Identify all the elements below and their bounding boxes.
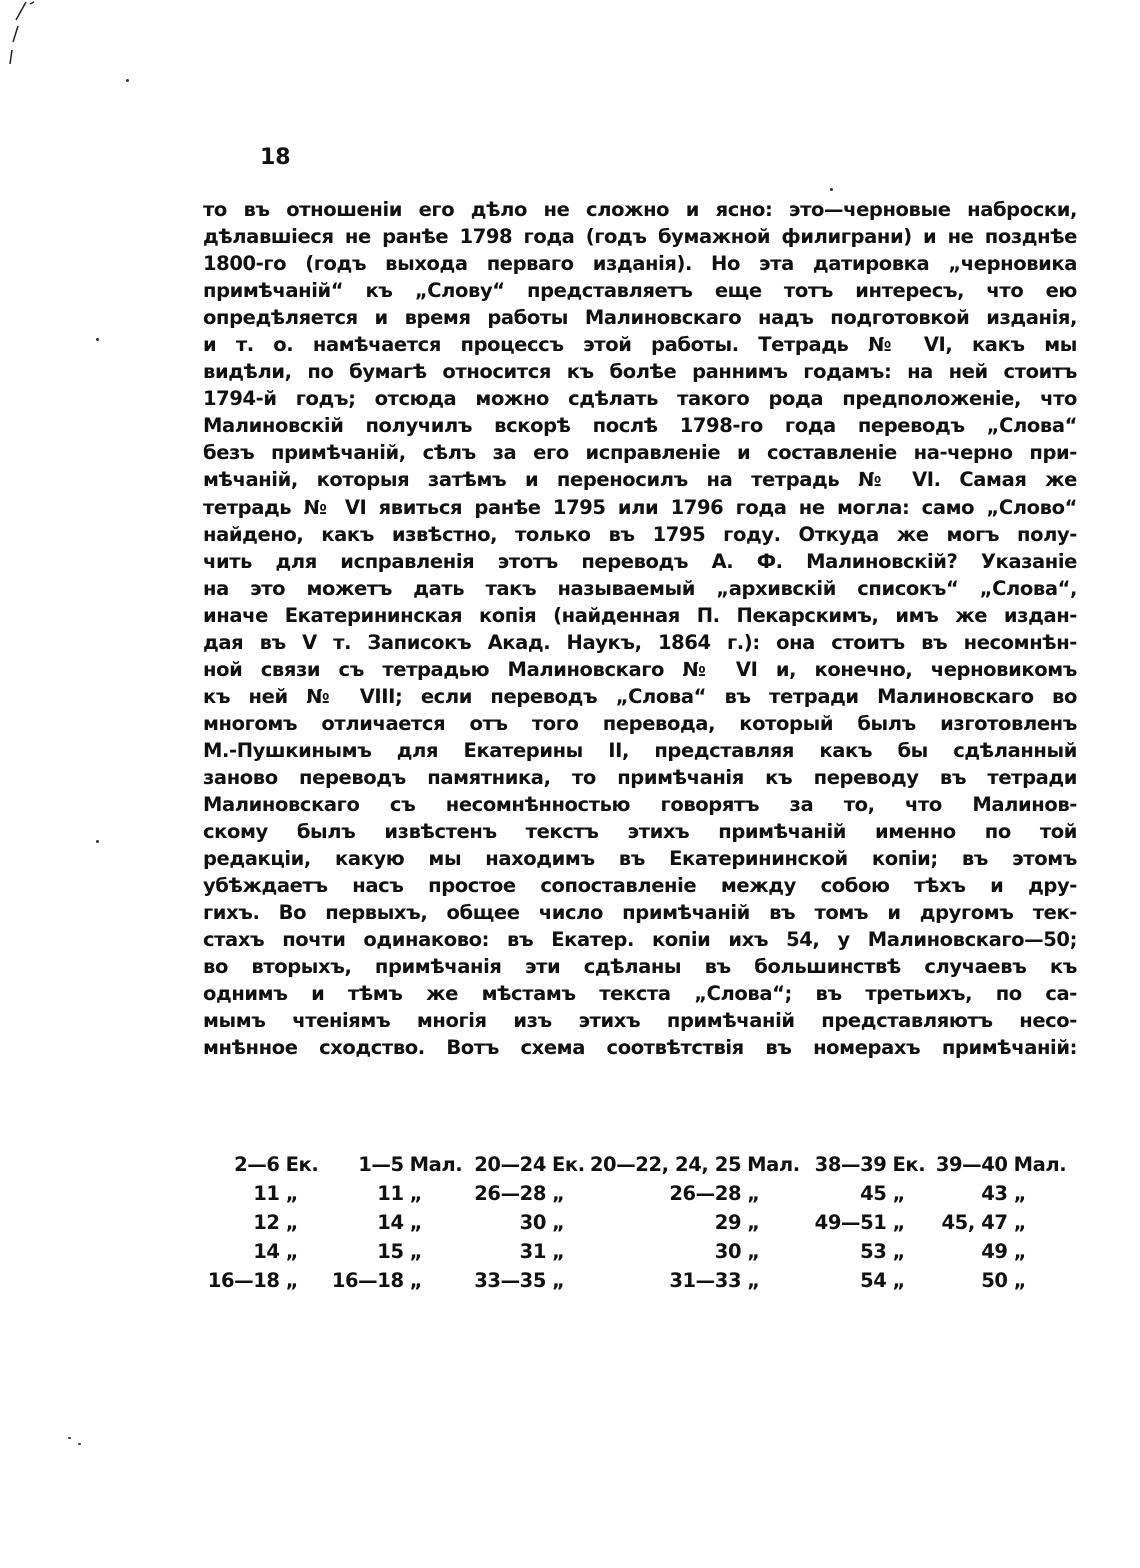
text-line: къ ней № VIII; если переводъ „Слова“ въ тетради Малиновскаго во	[203, 684, 1077, 708]
table-row	[203, 1179, 1077, 1208]
table-row	[203, 1237, 1077, 1266]
text-line: на это можетъ дать такъ называемый „архивскій списокъ“ „Слова“,	[203, 576, 1077, 600]
text-line: безъ примѣчаній, сѣлъ за его исправленіе и составленіе на-черно при-	[203, 441, 1077, 465]
table-cell: 31—33	[669, 1269, 742, 1292]
table-cell: „	[892, 1211, 905, 1234]
table-cell: 31	[519, 1240, 547, 1263]
table-row	[203, 1266, 1077, 1295]
table-cell: 14	[253, 1240, 280, 1263]
table-cell: 11	[253, 1182, 280, 1205]
text-line: иначе Екатерининская копія (найденная П. Пекарскимъ, имъ же издан-	[203, 603, 1077, 627]
text-line: дѣлавшіеся не ранѣе 1798 года (годъ бумажной филиграни) и не позднѣе	[203, 225, 1077, 249]
table-cell: „	[892, 1269, 905, 1292]
text-line: дая въ V т. Записокъ Акад. Наукъ, 1864 г.): она стоитъ въ несомнѣн-	[203, 630, 1077, 654]
table-cell: 45, 47	[941, 1211, 1008, 1234]
text-line: найдено, какъ извѣстно, только въ 1795 году. Откуда же могъ полу-	[203, 522, 1077, 546]
text-line: М.-Пушкинымъ для Екатерины II, представляя какъ бы сдѣланный	[203, 738, 1077, 762]
text-line: однимъ и тѣмъ же мѣстамъ текста „Слова“; въ третьихъ, по са-	[203, 982, 1077, 1006]
table-cell: „	[552, 1240, 565, 1263]
text-line: скому былъ извѣстенъ текстъ этихъ примѣчаній именно по той	[203, 820, 1077, 844]
dust-speck	[96, 338, 99, 341]
text-line: многомъ отличается отъ того перевода, который былъ изготовленъ	[203, 711, 1077, 735]
table-cell: 30	[519, 1211, 547, 1234]
table-cell: „	[285, 1240, 298, 1263]
table-cell: 49—51	[814, 1211, 887, 1234]
table-cell: „	[409, 1211, 423, 1234]
text-line: мнѣнное сходство. Вотъ схема соотвѣтствія въ номерахъ примѣчаній:	[203, 1036, 1077, 1060]
text-line: мымъ чтеніямъ многія изъ этихъ примѣчаній представляютъ несо-	[203, 1009, 1077, 1033]
table-cell: „	[1013, 1269, 1027, 1292]
dust-speck	[126, 79, 129, 82]
table-cell: „	[1013, 1211, 1027, 1234]
table-cell: 29	[714, 1211, 742, 1234]
text-line: заново переводъ памятника, то примѣчанія къ переводу въ тетради	[203, 765, 1077, 789]
text-line: 1800-го (годъ выхода перваго изданія). Но эта датировка „черновика	[203, 252, 1077, 276]
body-text	[203, 196, 1077, 1062]
table-cell: „	[409, 1240, 423, 1263]
table-cell: 26—28	[669, 1182, 742, 1205]
text-line: видѣли, по бумагѣ относится къ болѣе раннимъ годамъ: на ней стоитъ	[203, 360, 1077, 384]
table-cell: 20—24	[474, 1153, 547, 1176]
table-cell: „	[747, 1211, 760, 1234]
table-cell: 43	[981, 1182, 1008, 1205]
table-cell: 14	[377, 1211, 404, 1234]
table-cell: „	[747, 1240, 760, 1263]
table-cell: 26—28	[474, 1182, 547, 1205]
table-cell: 11	[377, 1182, 404, 1205]
dust-speck	[68, 1437, 71, 1439]
table-cell: „	[1013, 1240, 1027, 1263]
text-line: чить для исправленія этотъ переводъ А. Ф. Малиновскій? Указаніе	[203, 549, 1077, 573]
dust-speck	[830, 188, 833, 191]
table-cell: Ек.	[552, 1153, 585, 1176]
text-line: и т. о. намѣчается процессъ этой работы. Тетрадь № VI, какъ мы	[203, 333, 1077, 357]
margin-scratch-mark	[4, 0, 44, 70]
table-cell: 12	[253, 1211, 280, 1234]
text-line: тетрадь № VI явиться ранѣе 1795 или 1796 года не могла: само „Слово“	[203, 495, 1077, 519]
text-line: мѣчаній, которыя затѣмъ и переносилъ на тетрадь № VI. Самая же	[203, 468, 1077, 492]
table-cell: 50	[981, 1269, 1008, 1292]
text-line: Малиновскій получилъ вскорѣ послѣ 1798-го года переводъ „Слова“	[203, 414, 1077, 438]
table-cell: 20—22, 24, 25	[589, 1153, 742, 1176]
dust-speck	[96, 840, 99, 843]
table-cell: „	[1013, 1182, 1027, 1205]
table-row	[203, 1150, 1077, 1179]
table-cell: „	[285, 1211, 298, 1234]
text-line: редакціи, какую мы находимъ въ Екатерининской копіи; въ этомъ	[203, 847, 1077, 871]
table-cell: „	[747, 1182, 760, 1205]
table-cell: „	[747, 1269, 760, 1292]
table-cell: 33—35	[474, 1269, 547, 1292]
table-cell: „	[552, 1269, 565, 1292]
text-line: во вторыхъ, примѣчанія эти сдѣланы въ большинствѣ случаевъ къ	[203, 955, 1077, 979]
text-line: то въ отношеніи его дѣло не сложно и ясно: это—черновые наброски,	[203, 198, 1077, 221]
table-cell: 54	[860, 1269, 887, 1292]
text-line: 1794-й годъ; отсюда можно сдѣлать такого рода предположеніе, что	[203, 387, 1077, 411]
text-line: Малиновскаго съ несомнѣнностью говорятъ за то, что Малинов-	[203, 793, 1077, 817]
table-cell: „	[409, 1182, 423, 1205]
table-cell: 53	[860, 1240, 887, 1263]
table-cell: Ек.	[285, 1153, 319, 1176]
dust-speck	[78, 1443, 81, 1445]
table-cell: Мал.	[747, 1153, 800, 1176]
table-cell: Мал.	[1013, 1153, 1067, 1176]
table-cell: Ек.	[892, 1153, 926, 1176]
table-cell: 30	[714, 1240, 742, 1263]
table-cell: 38—39	[814, 1153, 887, 1176]
table-cell: 16—18	[207, 1269, 280, 1292]
text-line: стахъ почти одинаково: въ Екатер. копіи ихъ 54, у Малиновскаго—50;	[203, 928, 1077, 952]
table-cell: „	[892, 1240, 905, 1263]
table-cell: „	[892, 1182, 905, 1205]
table-cell: „	[285, 1269, 298, 1292]
table-cell: Мал.	[409, 1153, 463, 1176]
text-line: ной связи съ тетрадью Малиновскаго № VI и, конечно, черновикомъ	[203, 657, 1077, 681]
table-cell: 2—6	[234, 1153, 280, 1176]
table-cell: 45	[860, 1182, 887, 1205]
text-line: опредѣляется и время работы Малиновскаго надъ подготовкой изданія,	[203, 306, 1077, 330]
table-cell: „	[552, 1211, 565, 1234]
table-cell: 15	[377, 1240, 404, 1263]
page-number: 18	[260, 145, 291, 170]
table-cell: 16—18	[331, 1269, 404, 1292]
text-line: убѣждаетъ насъ простое сопоставленіе между собою тѣхъ и дру-	[203, 874, 1077, 898]
table-cell: 1—5	[358, 1153, 404, 1176]
table-cell: 39—40	[935, 1153, 1008, 1176]
table-cell: „	[409, 1269, 423, 1292]
text-line: гихъ. Во первыхъ, общее число примѣчаній въ томъ и другомъ тек-	[203, 901, 1077, 925]
table-cell: 49	[981, 1240, 1008, 1263]
table-row	[203, 1208, 1077, 1237]
table-cell: „	[552, 1182, 565, 1205]
table-cell: „	[285, 1182, 298, 1205]
correspondence-table	[203, 1150, 1077, 1295]
text-line: примѣчаній“ къ „Слову“ представляетъ еще тотъ интересъ, что ею	[203, 279, 1077, 303]
